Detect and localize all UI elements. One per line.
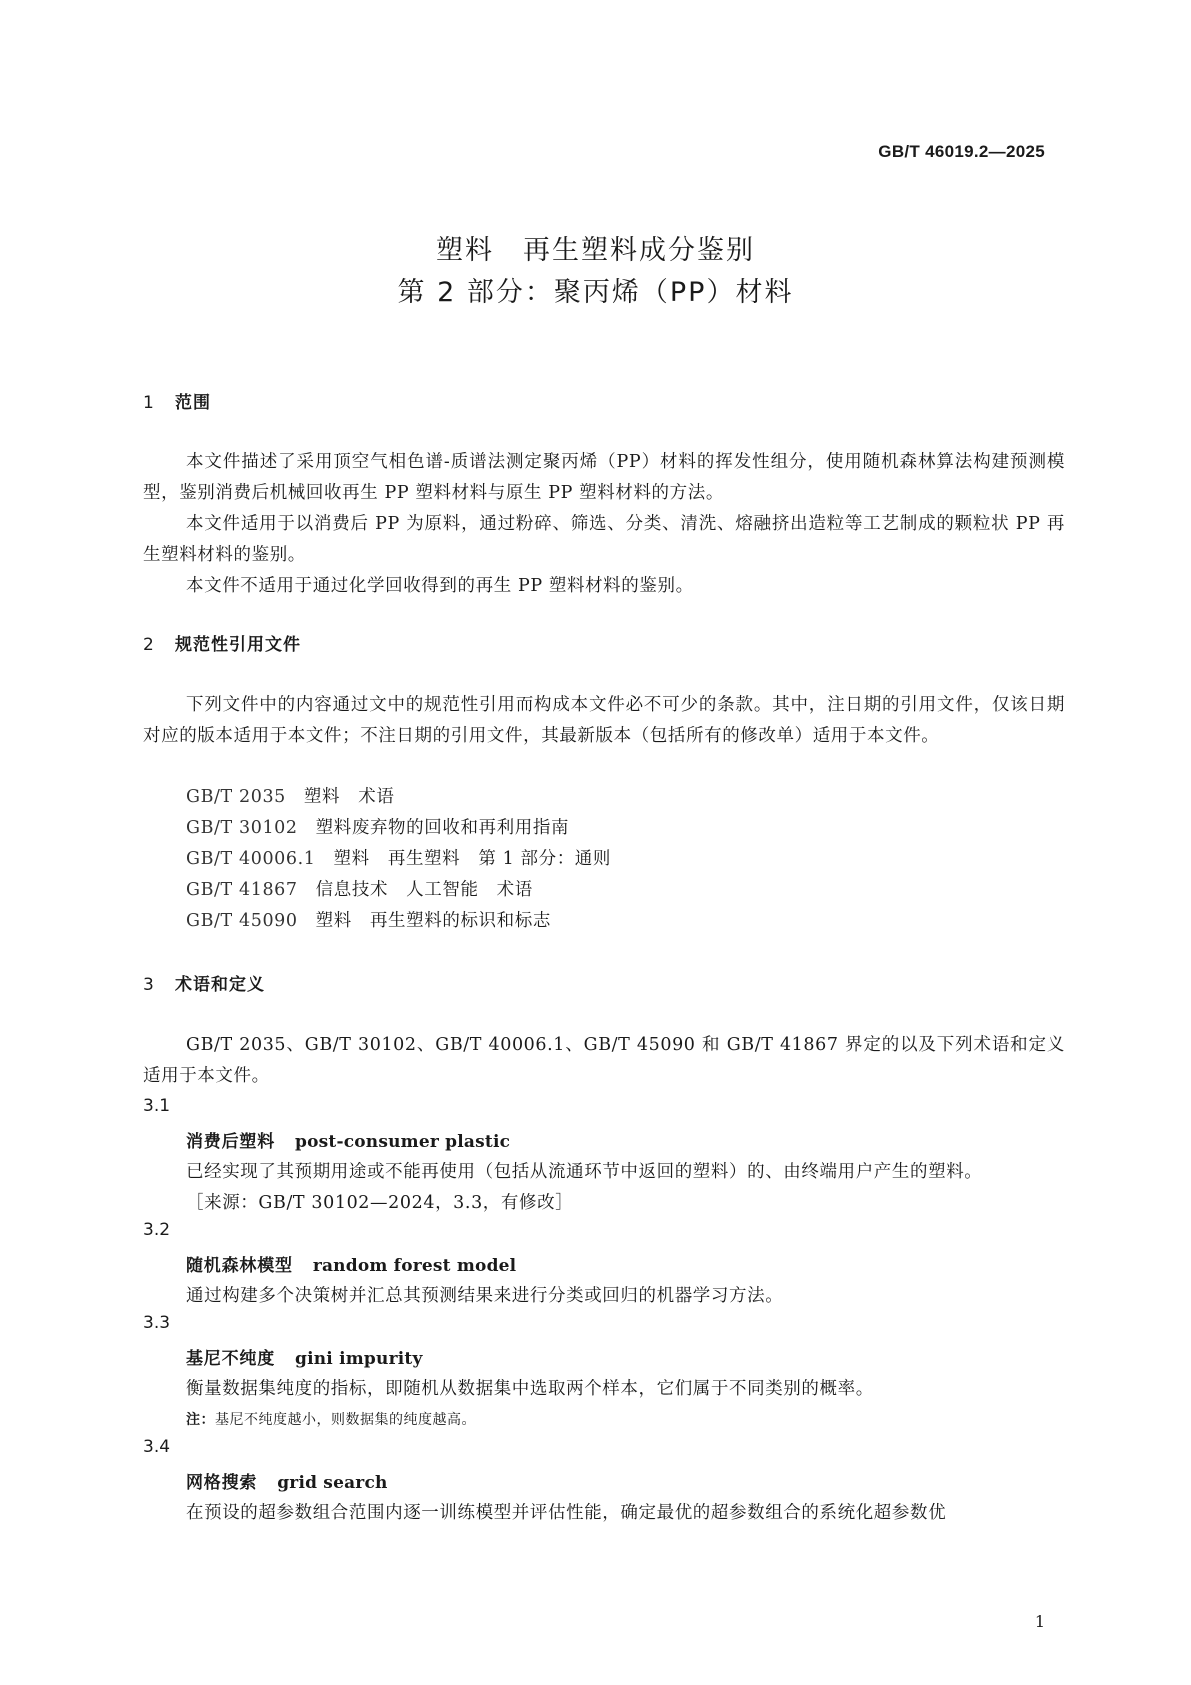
standard-number: GB/T 46019.2—2025 (878, 142, 1045, 161)
reference-title: 塑料 再生塑料的标识和标志 (315, 911, 551, 931)
term-definition: 衡量数据集纯度的指标，即随机从数据集中选取两个样本，它们属于不同类别的概率。 (186, 1379, 874, 1399)
paragraph: 本文件适用于以消费后 PP 为原料，通过粉碎、筛选、分类、清洗、熔融挤出造粒等工艺制成的颗粒状 PP 再生塑料材料的鉴别。 (143, 514, 1065, 565)
reference-title: 塑料 再生塑料 第 1 部分：通则 (333, 849, 612, 869)
reference-code: GB/T 40006.1 (186, 849, 316, 869)
document-title-line2: 第 2 部分：聚丙烯（PP）材料 (397, 277, 794, 308)
paragraph: 下列文件中的内容通过文中的规范性引用而构成本文件必不可少的条款。其中，注日期的引用文件，仅该日期对应的版本适用于本文件；不注日期的引用文件，其最新版本（包括所有的修改单）适用于本文件。 (143, 695, 1065, 746)
term-chinese: 网格搜索 (186, 1473, 258, 1493)
section-title: 术语和定义 (175, 975, 265, 995)
term-chinese: 随机森林模型 (186, 1256, 293, 1276)
reference-title: 信息技术 人工智能 术语 (315, 880, 533, 900)
page-number: 1 (1034, 1612, 1045, 1631)
reference-title: 塑料 术语 (303, 787, 395, 807)
term-number: 3.4 (143, 1437, 171, 1457)
reference-item (186, 783, 394, 808)
reference-item (186, 876, 533, 901)
term-number: 3.3 (143, 1313, 171, 1333)
document-title-line1: 塑料 再生塑料成分鉴别 (436, 235, 755, 266)
reference-code: GB/T 30102 (186, 818, 298, 838)
term-chinese: 基尼不纯度 (186, 1349, 275, 1369)
section-heading-normative-references (143, 630, 301, 655)
reference-item (186, 845, 611, 870)
term-entry (186, 1344, 423, 1369)
reference-item (186, 907, 551, 932)
term-source: ［来源：GB/T 30102—2024，3.3，有修改］ (186, 1193, 574, 1213)
section-number: 1 (143, 393, 155, 413)
term-definition: 已经实现了其预期用途或不能再使用（包括从流通环节中返回的塑料）的、由终端用户产生的塑料。 (186, 1162, 983, 1182)
reference-code: GB/T 45090 (186, 911, 298, 931)
note-label: 注： (186, 1412, 215, 1428)
term-english: post-consumer plastic (295, 1132, 511, 1152)
section-number: 2 (143, 635, 155, 655)
note-text: 基尼不纯度越小，则数据集的纯度越高。 (215, 1412, 476, 1428)
section-number: 3 (143, 975, 155, 995)
term-chinese: 消费后塑料 (186, 1132, 275, 1152)
section-heading-scope (143, 388, 211, 413)
reference-item (186, 814, 569, 839)
paragraph: 本文件不适用于通过化学回收得到的再生 PP 塑料材料的鉴别。 (186, 576, 694, 596)
term-english: gini impurity (295, 1349, 423, 1369)
term-entry (186, 1127, 510, 1152)
section-heading-terms-and-definitions (143, 970, 265, 995)
term-number: 3.1 (143, 1096, 171, 1116)
section-title: 规范性引用文件 (175, 635, 301, 655)
term-definition: 通过构建多个决策树并汇总其预测结果来进行分类或回归的机器学习方法。 (186, 1286, 784, 1306)
term-note (186, 1409, 476, 1429)
reference-code: GB/T 2035 (186, 787, 286, 807)
reference-code: GB/T 41867 (186, 880, 298, 900)
term-number: 3.2 (143, 1220, 171, 1240)
paragraph: 本文件描述了采用顶空气相色谱-质谱法测定聚丙烯（PP）材料的挥发性组分，使用随机森林算法构建预测模型，鉴别消费后机械回收再生 PP 塑料材料与原生 PP 塑料材料的方法。 (143, 452, 1065, 503)
paragraph: GB/T 2035、GB/T 30102、GB/T 40006.1、GB/T 45090 和 GB/T 41867 界定的以及下列术语和定义适用于本文件。 (143, 1035, 1065, 1086)
term-english: grid search (277, 1473, 388, 1493)
section-title: 范围 (175, 393, 211, 413)
term-english: random forest model (312, 1256, 517, 1276)
reference-title: 塑料废弃物的回收和再利用指南 (315, 818, 570, 838)
term-entry (186, 1468, 388, 1493)
term-definition: 在预设的超参数组合范围内逐一训练模型并评估性能，确定最优的超参数组合的系统化超参数优 (186, 1503, 947, 1523)
term-entry (186, 1251, 516, 1276)
